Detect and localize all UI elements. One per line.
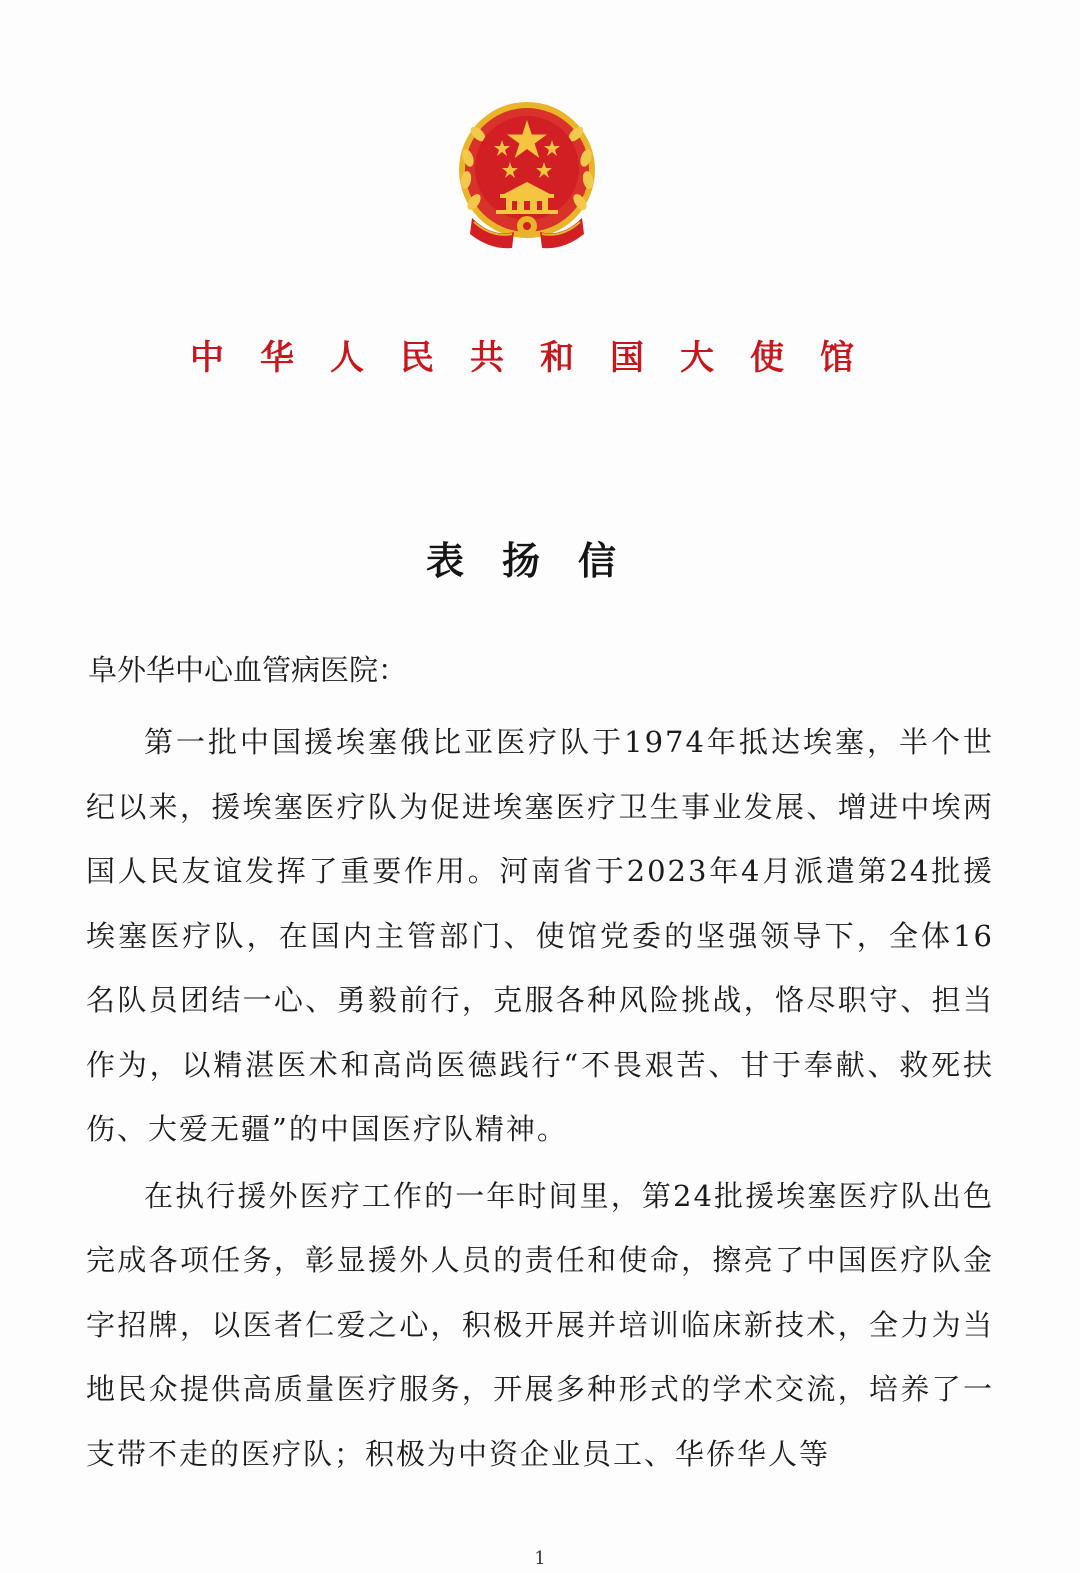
letter-body [86, 710, 994, 1488]
letter-salutation: 阜外华中心血管病医院： [88, 653, 408, 687]
body-paragraph: 在执行援外医疗工作的一年时间里，第24批援埃塞医疗队出色完成各项任务，彰显援外人员的责任和使命，擦亮了中国医疗队金字招牌，以医者仁爱之心，积极开展并培训临床新技术，全力为当地民众提供高质量医疗服务，开展多种形式的学术交流，培养了一支带不走的医疗队；积极为中资企业员工、华侨华人等 [86, 1178, 994, 1471]
letter-title: 表扬信 [425, 539, 654, 583]
embassy-name-heading: 中华人民共和国大使馆 [190, 338, 890, 378]
page-number: 1 [534, 1548, 546, 1569]
national-emblem-icon [452, 98, 602, 258]
body-paragraph: 第一批中国援埃塞俄比亚医疗队于1974年抵达埃塞，半个世纪以来，援埃塞医疗队为促进埃塞医疗卫生事业发展、增进中埃两国人民友谊发挥了重要作用。河南省于2023年4月派遣第24批援埃塞医疗队，在国内主管部门、使馆党委的坚强领导下，全体16名队员团结一心、勇毅前行，克服各种风险挑战，恪尽职守、担当作为，以精湛医术和高尚医德践行“不畏艰苦、甘于奉献、救死扶伤、大爱无疆”的中国医疗队精神。 [86, 725, 994, 1146]
